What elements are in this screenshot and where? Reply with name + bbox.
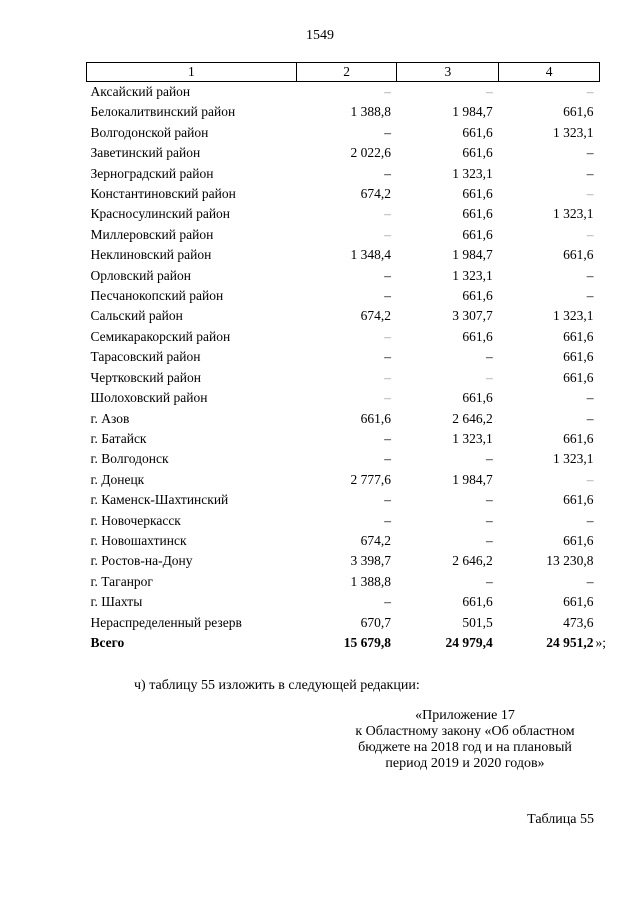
- budget-table: [86, 62, 600, 653]
- column-header: 4: [499, 63, 600, 82]
- cell-value: 1 984,7: [452, 247, 493, 263]
- table-row: [87, 449, 600, 469]
- cell-value: 661,6: [462, 145, 493, 161]
- cell-value: –: [485, 349, 493, 365]
- total-row: [87, 633, 600, 653]
- cell-value: 1 323,1: [553, 308, 594, 324]
- page-number: 1549: [306, 28, 334, 43]
- table-row: [87, 143, 600, 163]
- appendix-line: «Приложение 17: [415, 708, 515, 723]
- cell-value: 2 777,6: [350, 471, 391, 487]
- table-row: [87, 225, 600, 245]
- cell-value: –: [384, 451, 391, 467]
- table-row: [87, 592, 600, 612]
- cell-value: 1 323,1: [553, 206, 594, 222]
- cell-value: –: [485, 492, 493, 508]
- table-row: [87, 245, 600, 265]
- cell-value: –: [384, 430, 391, 446]
- table-row: [87, 347, 600, 367]
- cell-value: –: [384, 84, 391, 99]
- cell-value: 661,6: [462, 594, 493, 610]
- cell-value: –: [384, 390, 391, 406]
- row-label: Неклиновский район: [90, 247, 212, 263]
- row-label: г. Волгодонск: [90, 451, 169, 467]
- cell-value: –: [586, 573, 594, 589]
- table-row: [87, 164, 600, 184]
- appendix-line: период 2019 и 2020 годов»: [385, 756, 545, 771]
- row-label: г. Шахты: [90, 594, 143, 610]
- cell-value: 661,6: [462, 328, 493, 344]
- row-label: Аксайский район: [90, 84, 191, 99]
- cell-value: 1 984,7: [452, 471, 493, 487]
- table-caption: Таблица 55: [527, 812, 594, 827]
- cell-value: 3 398,7: [350, 553, 391, 569]
- table-row: [87, 531, 600, 551]
- appendix-line: к Областному закону «Об областном: [355, 724, 575, 739]
- cell-value: –: [384, 226, 391, 242]
- column-header: 1: [87, 63, 297, 82]
- row-label: Нераспределенный резерв: [90, 614, 242, 630]
- cell-value: –: [384, 328, 391, 344]
- row-label: Константиновский район: [90, 186, 236, 202]
- cell-value: 1 388,8: [350, 573, 391, 589]
- cell-value: –: [384, 594, 391, 610]
- table-row: [87, 490, 600, 510]
- cell-value: 2 646,2: [452, 410, 493, 426]
- row-label: Волгодонской район: [90, 124, 209, 140]
- row-label: г. Ростов-на-Дону: [90, 553, 193, 569]
- row-label: г. Новочеркасск: [90, 512, 181, 528]
- table-row: [87, 409, 600, 429]
- row-label: Белокалитвинский район: [90, 104, 236, 120]
- cell-value: 661,6: [563, 532, 594, 548]
- row-label: Песчанокопский район: [90, 288, 224, 304]
- total-value: 24 951,2: [546, 634, 594, 650]
- cell-value: –: [485, 451, 493, 467]
- cell-value: –: [485, 532, 493, 548]
- table-row: [87, 82, 600, 103]
- cell-value: 473,6: [563, 614, 594, 630]
- row-label: г. Азов: [90, 410, 130, 426]
- cell-value: –: [586, 186, 594, 202]
- cell-value: 674,2: [360, 186, 391, 202]
- cell-value: –: [384, 369, 391, 385]
- row-label: Заветинский район: [90, 145, 201, 161]
- row-label: г. Таганрог: [90, 573, 153, 589]
- cell-value: –: [384, 165, 391, 181]
- cell-value: –: [384, 349, 391, 365]
- cell-value: –: [586, 410, 594, 426]
- table-header-row: [87, 63, 600, 82]
- cell-value: 13 230,8: [546, 553, 594, 569]
- table-row: [87, 470, 600, 490]
- cell-value: –: [586, 267, 594, 283]
- cell-value: 661,6: [563, 104, 594, 120]
- total-value: 15 679,8: [343, 634, 391, 650]
- cell-value: 674,2: [360, 308, 391, 324]
- cell-value: 661,6: [462, 124, 493, 140]
- cell-value: –: [485, 84, 493, 99]
- cell-value: 661,6: [563, 247, 594, 263]
- row-label: Миллеровский район: [90, 226, 214, 242]
- table-row: [87, 204, 600, 224]
- row-label: Зерноградский район: [90, 165, 214, 181]
- cell-value: 661,6: [563, 430, 594, 446]
- cell-value: –: [384, 124, 391, 140]
- closing-quote: »;: [595, 635, 607, 651]
- cell-value: –: [384, 267, 391, 283]
- row-label: г. Каменск-Шахтинский: [90, 492, 229, 508]
- cell-value: 674,2: [360, 532, 391, 548]
- table-body: [87, 82, 600, 654]
- cell-value: 1 323,1: [553, 451, 594, 467]
- cell-value: 501,5: [462, 614, 493, 630]
- cell-value: 661,6: [563, 349, 594, 365]
- cell-value: 2 646,2: [452, 553, 493, 569]
- cell-value: 661,6: [563, 594, 594, 610]
- cell-value: –: [586, 512, 594, 528]
- cell-value: 661,6: [462, 206, 493, 222]
- cell-value: –: [384, 512, 391, 528]
- cell-value: 661,6: [563, 492, 594, 508]
- table-row: [87, 429, 600, 449]
- row-label: Семикаракорский район: [90, 328, 231, 344]
- cell-value: –: [586, 226, 594, 242]
- cell-value: 3 307,7: [452, 308, 493, 324]
- cell-value: 661,6: [360, 410, 391, 426]
- cell-value: –: [485, 512, 493, 528]
- cell-value: –: [586, 145, 594, 161]
- appendix-reference: [330, 708, 600, 772]
- table-row: [87, 327, 600, 347]
- table-row: [87, 266, 600, 286]
- total-label: Всего: [90, 634, 125, 650]
- cell-value: –: [384, 288, 391, 304]
- table-row: [87, 511, 600, 531]
- instruction-text: ч) таблицу 55 изложить в следующей редакции:: [134, 678, 420, 693]
- table-row: [87, 286, 600, 306]
- cell-value: 661,6: [462, 186, 493, 202]
- table-row: [87, 613, 600, 633]
- appendix-line: бюджете на 2018 год и на плановый: [358, 740, 572, 755]
- cell-value: 1 348,4: [350, 247, 391, 263]
- total-value: 24 979,4: [445, 634, 493, 650]
- row-label: Шолоховский район: [90, 390, 208, 406]
- cell-value: –: [485, 573, 493, 589]
- cell-value: –: [384, 206, 391, 222]
- row-label: Сальский район: [90, 308, 183, 324]
- cell-value: 1 323,1: [452, 165, 493, 181]
- table-row: [87, 368, 600, 388]
- cell-value: 1 323,1: [452, 430, 493, 446]
- table-row: [87, 184, 600, 204]
- cell-value: –: [586, 471, 594, 487]
- cell-value: –: [586, 165, 594, 181]
- table-row: [87, 102, 600, 122]
- cell-value: 661,6: [462, 390, 493, 406]
- column-header: 3: [397, 63, 499, 82]
- table-row: [87, 388, 600, 408]
- cell-value: 2 022,6: [350, 145, 391, 161]
- cell-value: 1 323,1: [452, 267, 493, 283]
- table-row: [87, 551, 600, 571]
- cell-value: –: [586, 390, 594, 406]
- row-label: Орловский район: [90, 267, 191, 283]
- row-label: Чертковский район: [90, 369, 201, 385]
- row-label: Тарасовский район: [90, 349, 201, 365]
- cell-value: 661,6: [462, 226, 493, 242]
- cell-value: 661,6: [563, 369, 594, 385]
- cell-value: –: [586, 84, 594, 99]
- cell-value: –: [485, 369, 493, 385]
- cell-value: –: [384, 492, 391, 508]
- cell-value: 1 323,1: [553, 124, 594, 140]
- cell-value: 670,7: [360, 614, 391, 630]
- table-row: [87, 572, 600, 592]
- cell-value: 661,6: [563, 328, 594, 344]
- cell-value: 1 388,8: [350, 104, 391, 120]
- cell-value: 1 984,7: [452, 104, 493, 120]
- row-label: г. Донецк: [90, 471, 145, 487]
- cell-value: 661,6: [462, 288, 493, 304]
- table-row: [87, 123, 600, 143]
- table-row: [87, 306, 600, 326]
- row-label: г. Батайск: [90, 430, 147, 446]
- row-label: Красносулинский район: [90, 206, 231, 222]
- row-label: г. Новошахтинск: [90, 532, 187, 548]
- cell-value: –: [586, 288, 594, 304]
- column-header: 2: [296, 63, 397, 82]
